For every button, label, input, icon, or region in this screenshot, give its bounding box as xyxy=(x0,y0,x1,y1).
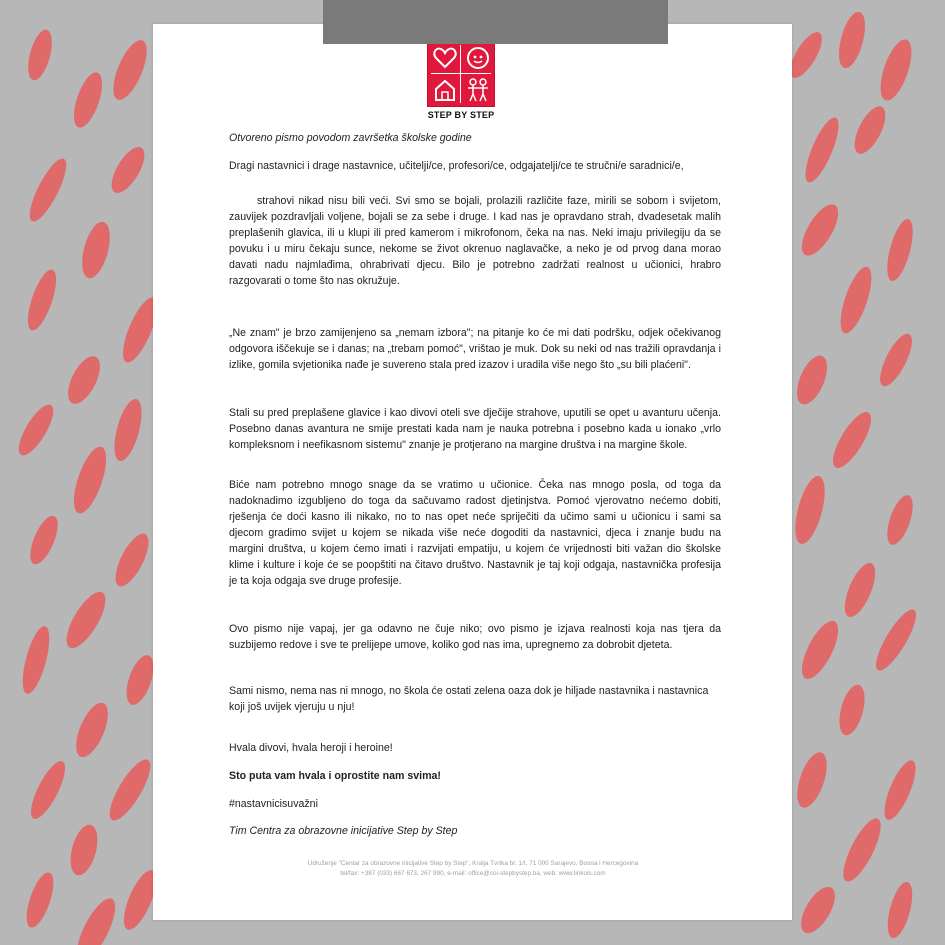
decorative-dot xyxy=(882,492,918,548)
decorative-dot xyxy=(834,9,870,71)
decorative-dot xyxy=(799,114,845,186)
decorative-dot xyxy=(22,266,62,333)
children-icon xyxy=(462,75,493,105)
footer-address: Udruženje "Centar za obrazovne inicijative Step by Step", Kralja Tvrtka br. 1/I, 71 000 Sarajevo, Bosna i Hercegovina xyxy=(307,860,639,867)
closing-apology: Sto puta vam hvala i oprostite nam svima! xyxy=(229,770,441,782)
decorative-dot xyxy=(23,154,73,225)
decorative-dot xyxy=(789,473,830,547)
decorative-dot xyxy=(826,407,878,473)
tape-strip xyxy=(323,0,668,44)
decorative-dot xyxy=(105,142,151,198)
letter-footer xyxy=(243,859,703,879)
paragraph: Stali su pred preplašene glavice i kao divovi oteli sve dječije strahove, uputili se opet u avanturu učenja. Posebno danas avantura ne smije prestati kada nam je nauka potrebna i posebno kada u ionako „vrlo kompleksnom i neefikasnom sistemu" znanje je protjerano na margine društva i na margine škole. xyxy=(229,407,721,451)
decorative-dot xyxy=(25,512,64,568)
decorative-dot xyxy=(67,443,112,517)
decorative-dot xyxy=(834,263,878,336)
decorative-dot xyxy=(24,27,57,82)
step-by-step-logo xyxy=(427,41,495,107)
decorative-dot xyxy=(874,36,918,104)
decorative-dot xyxy=(791,351,833,408)
house-icon xyxy=(429,75,460,105)
closing-thanks: Hvala divovi, hvala heroji i heroine! xyxy=(229,742,393,754)
paragraph: Biće nam potrebno mnogo snage da se vratimo u učionice. Čeka nas mnogo posla, od toga da nadoknadimo izgubljeno do toga da sačuvamo radost djetinjstva. Pomoć vjerovatno nećemo dobiti, rješenja će doći kasno ili nikako, no to nas opet neće spriječiti da učimo sami u učionicu i sami sa djecom gradimo svijet u kojem se nikada više neće dogoditi da nastavnici, djeca i znanje budu na margini društva, u kojem ćemo imati i razvijati empatiju, u kojem će vrijednosti biti važan dio školske klime i kulture i koje će se poopštiti na čitavo društvo. Nastavnik je taj koji odgaja, nastavnička profesija je ta koja odgaja sve druge profesije. xyxy=(229,479,721,587)
decorative-dot xyxy=(77,219,115,281)
letter-title: Otvoreno pismo povodom završetka školske godine xyxy=(229,132,472,144)
decorative-dot xyxy=(878,757,921,824)
decorative-dot xyxy=(795,616,845,684)
decorative-dot xyxy=(848,102,891,158)
hashtag: #nastavnicisuvažni xyxy=(229,798,318,810)
paragraph: Ovo pismo nije vapaj, jer ga odavno ne čuje niko; ovo pismo je izjava realnosti koja nas tjera da suzbijemo redove i sve te prelijepe umove, koliko god nas ima, upregnemo za dobrobit djeteta. xyxy=(229,623,721,651)
decorative-dot xyxy=(59,586,113,653)
decorative-dot xyxy=(12,400,59,460)
decorative-dot xyxy=(103,754,158,825)
letter-salutation: Dragi nastavnici i drage nastavnice, učitelji/ce, profesori/ce, odgajatelji/ce te stručni/e saradnici/e, xyxy=(229,160,684,172)
child-face-icon xyxy=(462,43,493,73)
logo-caption: STEP BY STEP xyxy=(427,110,495,120)
decorative-dot xyxy=(25,757,72,823)
paragraph: „Ne znam" je brzo zamijenjeno sa „nemam izbora"; na pitanje ko će mi dati podršku, odjek očekivanog odgovora iščekuje se i danas; na „trebam pomoć", vrištao je muk. Dok su neki od nas tražili opravdanja i izlike, gomila svjetionika nađe je suvereno stala pred izazov i uradila više nego što „su bili plaćeni". xyxy=(229,327,721,371)
decorative-dot xyxy=(874,330,918,391)
decorative-dot xyxy=(836,814,887,886)
decorative-dot xyxy=(70,699,115,762)
paragraph: strahovi nikad nisu bili veći. Svi smo se bojali, prolazili različite faze, mirili se sobom i svijetom, zauvijek pozdravljali voljene, bojali se za sebe i druge. I kad nas je opravdano strah, dvadesetak malih preplašenih glavica, ili u klupi ili pred kamerom i mikrofonom, čeka na nas. Neki imaju privilegiju da se povuku i u miru čekaju sunce, nekome se život okrenuo naglavačke, a neko je od prvog dana morao davati nadu najmlađima, ohrabrivati djecu. Bilo je potrebno zadržati realnost u učionici, hrabro razgovarati o tome što nas okružuje. xyxy=(229,195,721,287)
decorative-dot xyxy=(869,605,922,675)
decorative-dot xyxy=(62,351,107,408)
heart-icon xyxy=(429,43,460,73)
decorative-dot xyxy=(68,69,108,131)
decorative-dot xyxy=(791,749,833,812)
letter-page xyxy=(153,24,792,920)
footer-contact: tel/fax: +387 (033) 667 673, 267 990, e-mail: office@coi-stepbystep.ba, web: www.linkols.com xyxy=(340,870,606,877)
signature: Tim Centra za obrazovne inicijative Step by Step xyxy=(229,825,458,837)
decorative-dot xyxy=(109,396,147,464)
decorative-dot xyxy=(839,559,882,621)
decorative-dot xyxy=(109,529,155,591)
decorative-dot xyxy=(883,879,917,940)
decorative-dot xyxy=(795,199,845,261)
paragraph: Sami nismo, nema nas ni mnogo, no škola će ostati zelena oaza dok je hiljade nastavnika i nastavnica koji još uvijek vjeruju u nju! xyxy=(229,685,709,713)
decorative-dot xyxy=(106,36,153,104)
decorative-dot xyxy=(69,893,122,945)
decorative-dot xyxy=(794,882,841,939)
decorative-dot xyxy=(882,217,918,284)
decorative-dot xyxy=(835,682,870,738)
decorative-dot xyxy=(21,869,59,930)
decorative-dot xyxy=(17,624,54,697)
decorative-dot xyxy=(66,822,103,878)
